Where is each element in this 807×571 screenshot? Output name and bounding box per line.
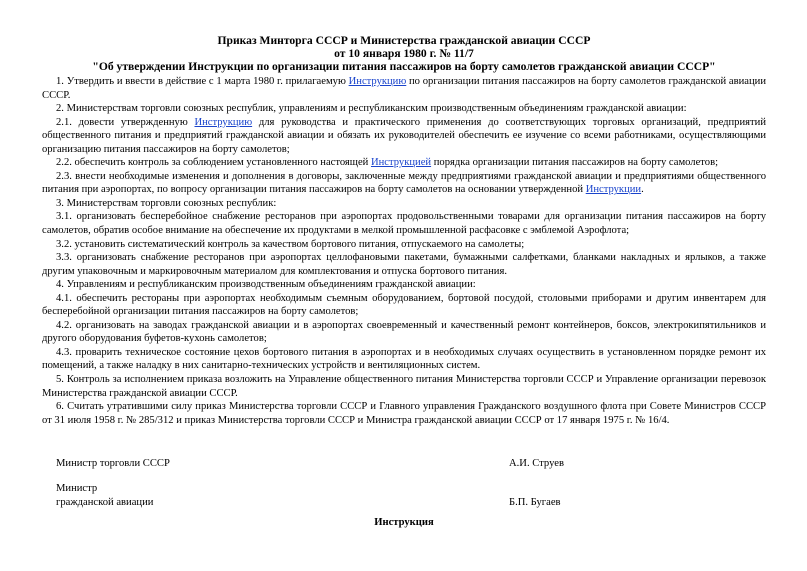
signatures bbox=[42, 457, 766, 509]
minister-aviation-title-line1: Министр bbox=[56, 483, 98, 495]
instruction-heading: Инструкция bbox=[374, 517, 434, 528]
paragraph bbox=[42, 116, 766, 157]
paragraph-text: 2.3. внести необходимые изменения и дополнения в договоры, заключенные между предприятиями гражданской авиации и предприятиями общественного питания при аэропортах, по вопросу организации питания пассажиров на борту самолетов на основании утвержденной bbox=[42, 170, 766, 196]
paragraph-text: 4.2. организовать на заводах гражданской авиации и в аэропортах своевременный и качественный ремонт контейнеров, боксов, электрокипятильников и другого оборудования буфетов-кухонь самолетов; bbox=[42, 319, 766, 345]
paragraph-text: для руководства и практического применения до соответствующих торговых организаций, предприятий общественного питания и предприятий гражданской авиации и обязать их руководителей обеспечить ее изучение со всеми работниками, осуществляющими организацию питания пассажиров на борту самолетов; bbox=[42, 116, 766, 155]
order-title-line2: от 10 января 1980 г. № 11/7 bbox=[334, 47, 474, 60]
paragraph-text: 3.2. установить систематический контроль за качеством бортового питания, отпускаемого на самолеты; bbox=[56, 238, 525, 250]
signature-row-aviation bbox=[42, 482, 766, 509]
paragraph bbox=[42, 346, 766, 373]
paragraph-text: 1. Утвердить и ввести в действие с 1 марта 1980 г. прилагаемую bbox=[56, 76, 349, 87]
paragraph-text: 2.2. обеспечить контроль за соблюдением установленного настоящей bbox=[56, 157, 371, 169]
minister-trade-title: Министр торговли СССР bbox=[56, 458, 170, 469]
paragraph-text: порядка организации питания пассажиров на борту самолетов; bbox=[431, 157, 719, 169]
paragraph bbox=[42, 278, 766, 292]
paragraph-text: 6. Считать утратившими силу приказ Министерства торговли СССР и Главного управления Гражданского воздушного флота при Совете Министров СССР от 31 июля 1958 г. № 285/312 и приказ Министерства торговли СССР и Министра гражданской авиации СССР от 17 января 1975 г. № 16/4. bbox=[42, 401, 766, 426]
minister-aviation-name: Б.П. Бугаев bbox=[509, 496, 561, 508]
paragraph bbox=[42, 400, 766, 427]
instruction-link[interactable]: Инструкцию bbox=[194, 116, 253, 128]
paragraph bbox=[42, 75, 766, 102]
paragraph bbox=[42, 197, 766, 211]
document-page bbox=[42, 34, 766, 528]
paragraph-text: 4. Управлениям и республиканским производственным объединениям гражданской авиации: bbox=[56, 279, 476, 291]
paragraph-text: 3. Министерствам торговли союзных республик: bbox=[56, 197, 277, 209]
paragraph bbox=[42, 238, 766, 252]
paragraph bbox=[42, 170, 766, 197]
order-title-line3: "Об утверждении Инструкции по организации питания пассажиров на борту самолетов гражданской авиации СССР" bbox=[92, 60, 716, 73]
instruction-link[interactable]: Инструкции bbox=[585, 184, 642, 196]
paragraph bbox=[42, 373, 766, 400]
paragraph-text: 2. Министерствам торговли союзных республик, управлениям и республиканским производственным объединениям гражданской авиации: bbox=[56, 103, 687, 115]
paragraph bbox=[42, 292, 766, 319]
minister-trade-name: А.И. Струев bbox=[509, 458, 564, 469]
minister-aviation-title bbox=[56, 482, 153, 509]
paragraph-text: 3.3. организовать снабжение ресторанов при аэропортах целлофановыми пакетами, бумажными салфетками, бланками накладных и ярлыков, а также другим упаковочным и маркировочным материалом для комплектования и отпуска бортового питания. bbox=[42, 252, 766, 277]
minister-aviation-title-line2: гражданской авиации bbox=[56, 496, 154, 508]
paragraph-text: 5. Контроль за исполнением приказа возложить на Управление общественного питания Министерства торговли СССР и Управление организации перевозок Министерства гражданской авиации СССР. bbox=[42, 374, 766, 399]
paragraph-text: 4.3. проварить техническое состояние цехов бортового питания в аэропортах и в необходимых случаях осуществить в установленном порядке ремонт их помещений, а также наладку в них санитарно-технических устройств и вентиляционных систем. bbox=[42, 346, 766, 372]
paragraph-text: . bbox=[641, 184, 644, 196]
paragraph-text: 4.1. обеспечить рестораны при аэропортах необходимым съемным оборудованием, бортовой посудой, столовыми приборами и другим инвентарем для бесперебойной организации питания пассажиров на борту самолетов; bbox=[42, 292, 766, 318]
order-title-line1: Приказ Минторга СССР и Министерства гражданской авиации СССР bbox=[217, 34, 591, 47]
instruction-link[interactable]: Инструкцией bbox=[370, 157, 432, 169]
paragraph bbox=[42, 251, 766, 278]
paragraph bbox=[42, 156, 766, 170]
order-body bbox=[42, 75, 766, 427]
signature-row-trade bbox=[42, 457, 766, 470]
paragraph bbox=[42, 319, 766, 346]
paragraph-text: 3.1. организовать бесперебойное снабжение ресторанов при аэропортах продовольственными товарами для организации питания пассажиров на борту самолетов, обратив особое внимание на обеспечение их продуктами в мелкой промышленной расфасовке с эмблемой Аэрофлота; bbox=[42, 211, 766, 237]
paragraph-text: по организации питания пассажиров на борту самолетов гражданской авиации СССР. bbox=[42, 76, 766, 101]
paragraph-text: 2.1. довести утвержденную bbox=[56, 116, 195, 128]
instruction-link[interactable]: Инструкцию bbox=[348, 76, 407, 87]
paragraph bbox=[42, 102, 766, 116]
paragraph bbox=[42, 210, 766, 237]
